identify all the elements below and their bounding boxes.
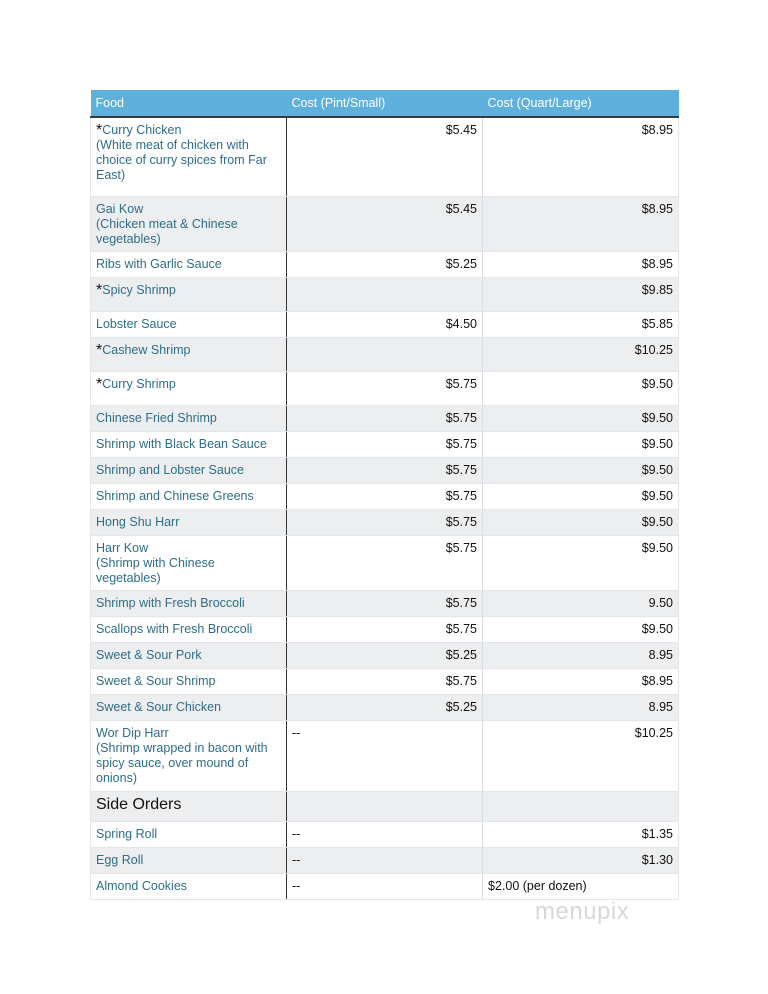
- dish-name: Wor Dip Harr: [96, 725, 169, 740]
- dish-name: Lobster Sauce: [96, 316, 177, 331]
- table-row: [91, 337, 679, 371]
- table-row: [91, 847, 679, 873]
- food-cell: [91, 668, 287, 694]
- dish-name: Egg Roll: [96, 852, 144, 867]
- quart-price-cell: $8.95: [483, 196, 679, 251]
- quart-price-cell: 8.95: [483, 642, 679, 668]
- table-row: [91, 251, 679, 277]
- food-cell: [91, 405, 287, 431]
- pint-price-cell: $5.75: [287, 483, 483, 509]
- pint-price-cell: $4.50: [287, 311, 483, 337]
- dish-name: Shrimp with Black Bean Sauce: [96, 436, 267, 451]
- dish-name: Gai Kow: [96, 201, 144, 216]
- quart-price-cell: $5.85: [483, 311, 679, 337]
- table-row: [91, 457, 679, 483]
- dish-name: Shrimp and Chinese Greens: [96, 488, 254, 503]
- quart-price-cell: 9.50: [483, 590, 679, 616]
- pint-price-cell: $5.75: [287, 371, 483, 405]
- header-pint-cost: Cost (Pint/Small): [287, 90, 483, 117]
- pint-price-cell: [287, 277, 483, 311]
- quart-price-cell: $9.50: [483, 483, 679, 509]
- quart-price-cell: $1.30: [483, 847, 679, 873]
- table-row: [91, 720, 679, 791]
- pint-price-cell: [287, 337, 483, 371]
- dish-name: Sweet & Sour Shrimp: [96, 673, 216, 688]
- pint-price-cell: $5.75: [287, 405, 483, 431]
- dish-name: Shrimp with Fresh Broccoli: [96, 595, 245, 610]
- pint-price-cell: $5.75: [287, 509, 483, 535]
- pint-price-cell: $5.75: [287, 590, 483, 616]
- food-cell: [91, 791, 287, 821]
- pint-price-cell: $5.75: [287, 431, 483, 457]
- quart-price-cell: $8.95: [483, 668, 679, 694]
- pint-price-cell: --: [287, 720, 483, 791]
- dish-name: Harr Kow: [96, 540, 149, 555]
- quart-price-cell: [483, 791, 679, 821]
- food-cell: [91, 590, 287, 616]
- table-row: [91, 196, 679, 251]
- food-cell: [91, 431, 287, 457]
- food-cell: [91, 847, 287, 873]
- quart-price-cell: $10.25: [483, 337, 679, 371]
- table-row: [91, 431, 679, 457]
- quart-price-cell: $9.50: [483, 616, 679, 642]
- menu-price-table: [90, 90, 679, 900]
- quart-price-cell: $9.50: [483, 457, 679, 483]
- table-row: [91, 311, 679, 337]
- quart-price-cell: $9.50: [483, 509, 679, 535]
- dish-description: (Shrimp with Chinese vegetables): [96, 555, 215, 585]
- pint-price-cell: $5.25: [287, 251, 483, 277]
- table-row: [91, 483, 679, 509]
- pint-price-cell: $5.75: [287, 457, 483, 483]
- menupix-watermark: menupix: [535, 898, 630, 925]
- menu-body: [91, 117, 679, 899]
- dish-name: Ribs with Garlic Sauce: [96, 256, 222, 271]
- star-marker: *: [96, 375, 103, 393]
- table-row: [91, 873, 679, 899]
- quart-price-cell: $9.50: [483, 371, 679, 405]
- pint-price-cell: $5.25: [287, 694, 483, 720]
- pint-price-cell: --: [287, 847, 483, 873]
- section-row: [91, 791, 679, 821]
- star-marker: *: [96, 341, 103, 359]
- dish-name: Curry Chicken: [102, 123, 182, 137]
- quart-price-cell: $9.50: [483, 405, 679, 431]
- food-cell: [91, 337, 287, 371]
- food-cell: [91, 616, 287, 642]
- quart-price-cell: $1.35: [483, 821, 679, 847]
- dish-description: (Shrimp wrapped in bacon with spicy sauce, over mound of onions): [96, 740, 268, 785]
- food-cell: [91, 457, 287, 483]
- table-row: [91, 590, 679, 616]
- pint-price-cell: $5.75: [287, 668, 483, 694]
- food-cell: [91, 535, 287, 590]
- section-title: Side Orders: [96, 795, 182, 813]
- pint-price-cell: $5.75: [287, 616, 483, 642]
- pint-price-cell: $5.45: [287, 117, 483, 196]
- table-row: [91, 642, 679, 668]
- table-row: [91, 821, 679, 847]
- food-cell: [91, 371, 287, 405]
- quart-price-cell: $2.00 (per dozen): [483, 873, 679, 899]
- table-row: [91, 277, 679, 311]
- header-food: Food: [91, 90, 287, 117]
- pint-price-cell: $5.45: [287, 196, 483, 251]
- pint-price-cell: --: [287, 821, 483, 847]
- food-cell: [91, 311, 287, 337]
- dish-name: Shrimp and Lobster Sauce: [96, 462, 245, 477]
- food-cell: [91, 509, 287, 535]
- food-cell: [91, 196, 287, 251]
- star-marker: *: [96, 281, 103, 299]
- pint-price-cell: [287, 791, 483, 821]
- header-quart-cost: Cost (Quart/Large): [483, 90, 679, 117]
- quart-price-cell: $8.95: [483, 251, 679, 277]
- table-row: [91, 668, 679, 694]
- table-row: [91, 694, 679, 720]
- dish-name: Sweet & Sour Chicken: [96, 699, 222, 714]
- dish-name: Scallops with Fresh Broccoli: [96, 621, 253, 636]
- table-header-row: [91, 90, 679, 117]
- quart-price-cell: $9.85: [483, 277, 679, 311]
- food-cell: [91, 694, 287, 720]
- quart-price-cell: 8.95: [483, 694, 679, 720]
- dish-name: Hong Shu Harr: [96, 514, 180, 529]
- star-marker: *: [96, 122, 103, 139]
- food-cell: [91, 483, 287, 509]
- food-cell: [91, 720, 287, 791]
- table-row: [91, 535, 679, 590]
- food-cell: [91, 642, 287, 668]
- food-cell: [91, 277, 287, 311]
- food-cell: [91, 251, 287, 277]
- dish-description: (Chicken meat & Chinese vegetables): [96, 216, 238, 246]
- table-row: [91, 616, 679, 642]
- food-cell: [91, 821, 287, 847]
- quart-price-cell: $9.50: [483, 535, 679, 590]
- pint-price-cell: $5.75: [287, 535, 483, 590]
- quart-price-cell: $8.95: [483, 117, 679, 196]
- table-row: [91, 405, 679, 431]
- quart-price-cell: $10.25: [483, 720, 679, 791]
- quart-price-cell: $9.50: [483, 431, 679, 457]
- dish-name: Chinese Fried Shrimp: [96, 410, 217, 425]
- dish-name: Cashew Shrimp: [102, 342, 191, 357]
- food-cell: [91, 873, 287, 899]
- dish-name: Almond Cookies: [96, 878, 188, 893]
- dish-description: (White meat of chicken with choice of curry spices from Far East): [96, 138, 267, 182]
- dish-name: Sweet & Sour Pork: [96, 647, 202, 662]
- dish-name: Spicy Shrimp: [102, 282, 176, 297]
- table-row: [91, 509, 679, 535]
- dish-name: Spring Roll: [96, 826, 158, 841]
- table-row: [91, 117, 679, 196]
- pint-price-cell: $5.25: [287, 642, 483, 668]
- dish-name: Curry Shrimp: [102, 376, 176, 391]
- pint-price-cell: --: [287, 873, 483, 899]
- food-cell: [91, 117, 287, 196]
- table-row: [91, 371, 679, 405]
